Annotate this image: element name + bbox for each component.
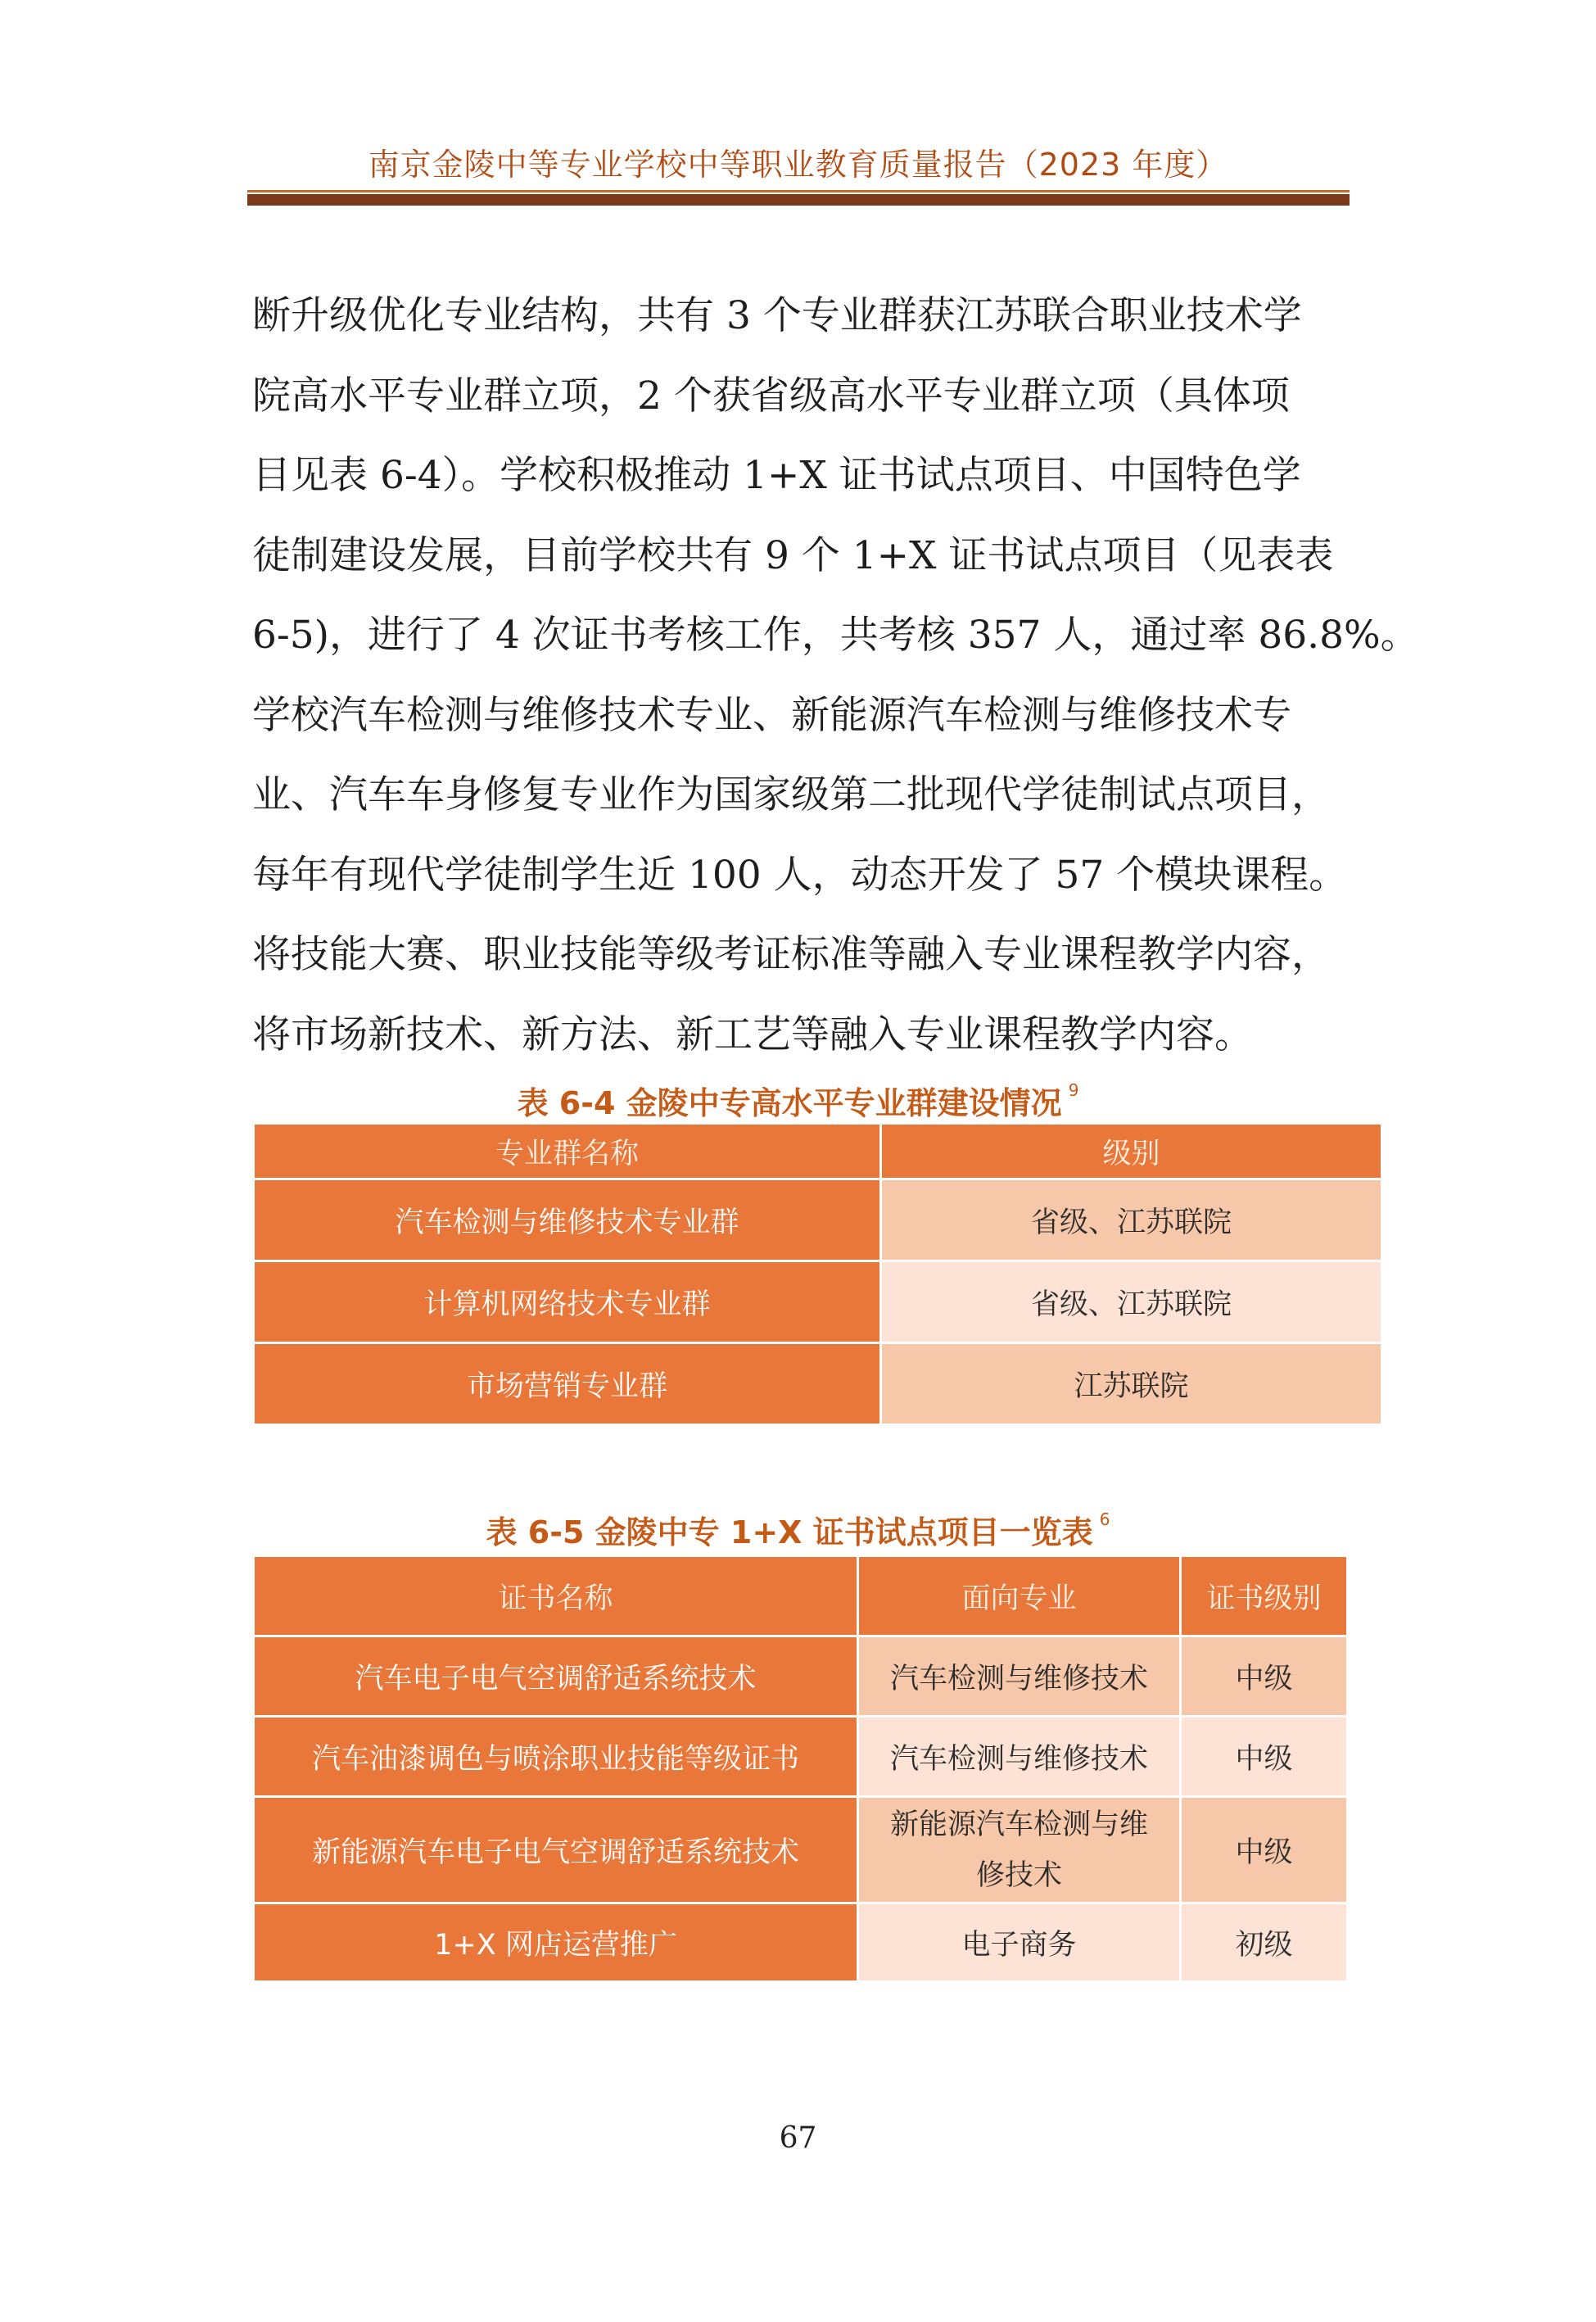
table-row (254, 1636, 1348, 1717)
table-header-row (254, 1124, 1382, 1179)
table-cell: 新能源汽车电子电气空调舒适系统技术 (254, 1797, 858, 1903)
body-line: 将技能大赛、职业技能等级考证标准等融入专业课程教学内容， (252, 932, 1330, 977)
body-line: 学校汽车检测与维修技术专业、新能源汽车检测与维修技术专 (252, 692, 1291, 738)
body-paragraph (252, 276, 1419, 1075)
table-header-cell: 证书级别 (1181, 1556, 1348, 1636)
table-cell: 汽车检测与维修技术 (858, 1636, 1181, 1717)
table-cell: 中级 (1181, 1717, 1348, 1797)
table-cell: 汽车检测与维修技术专业群 (254, 1179, 881, 1261)
header-rule-thin (247, 190, 1350, 192)
table-header-cell: 面向专业 (858, 1556, 1181, 1636)
table-cell: 汽车油漆调色与喷涂职业技能等级证书 (254, 1717, 858, 1797)
table-cell: 电子商务 (858, 1903, 1181, 1982)
table-cell: 中级 (1181, 1636, 1348, 1717)
table-header-cell: 证书名称 (254, 1556, 858, 1636)
table-cell: 省级、江苏联院 (881, 1261, 1382, 1343)
header-rule-thick (247, 194, 1350, 206)
body-line: 每年有现代学徒制学生近 100 人，动态开发了 57 个模块课程。 (252, 852, 1348, 898)
page-header-title: 南京金陵中等专业学校中等职业教育质量报告（2023 年度） (368, 147, 1228, 183)
table-6-4-caption (0, 1078, 1596, 1123)
table-6-4 (252, 1122, 1383, 1426)
body-line: 断升级优化专业结构，共有 3 个专业群获江苏联合职业技术学 (252, 293, 1302, 338)
table-cell: 汽车电子电气空调舒适系统技术 (254, 1636, 858, 1717)
table-row (254, 1717, 1348, 1797)
table-cell: 1+X 网店运营推广 (254, 1903, 858, 1982)
table-6-4-caption-text: 表 6-4 金陵中专高水平专业群建设情况 (517, 1085, 1062, 1121)
body-line: 业、汽车车身修复专业作为国家级第二批现代学徒制试点项目， (252, 772, 1330, 817)
table-cell: 江苏联院 (881, 1343, 1382, 1425)
table-cell: 市场营销专业群 (254, 1343, 881, 1425)
body-line: 院高水平专业群立项，2 个获省级高水平专业群立项（具体项 (252, 373, 1290, 419)
page-number: 67 (779, 2121, 817, 2155)
body-line: 6-5)，进行了 4 次证书考核工作，共考核 357 人，通过率 86.8%。 (252, 613, 1419, 658)
table-cell: 计算机网络技术专业群 (254, 1261, 881, 1343)
table-header-cell: 专业群名称 (254, 1124, 881, 1179)
table-cell: 中级 (1181, 1797, 1348, 1903)
table-6-5-caption (0, 1507, 1596, 1552)
table-cell: 省级、江苏联院 (881, 1179, 1382, 1261)
table-row (254, 1261, 1382, 1343)
body-line: 徒制建设发展，目前学校共有 9 个 1+X 证书试点项目（见表表 (252, 532, 1334, 578)
table-cell: 初级 (1181, 1903, 1348, 1982)
table-header-row (254, 1556, 1348, 1636)
table-6-5 (252, 1555, 1349, 1983)
body-line: 目见表 6-4）。学校积极推动 1+X 证书试点项目、中国特色学 (252, 453, 1301, 498)
table-row (254, 1903, 1348, 1982)
table-row (254, 1343, 1382, 1425)
table-6-4-footnote: 9 (1068, 1080, 1079, 1100)
table-cell: 汽车检测与维修技术 (858, 1717, 1181, 1797)
table-row (254, 1179, 1382, 1261)
table-header-cell: 级别 (881, 1124, 1382, 1179)
table-6-5-footnote: 6 (1099, 1510, 1110, 1529)
body-line: 将市场新技术、新方法、新工艺等融入专业课程教学内容。 (252, 1012, 1253, 1057)
table-cell: 新能源汽车检测与维修技术 (858, 1797, 1181, 1903)
table-row (254, 1797, 1348, 1903)
table-6-5-caption-text: 表 6-5 金陵中专 1+X 证书试点项目一览表 (486, 1514, 1093, 1550)
